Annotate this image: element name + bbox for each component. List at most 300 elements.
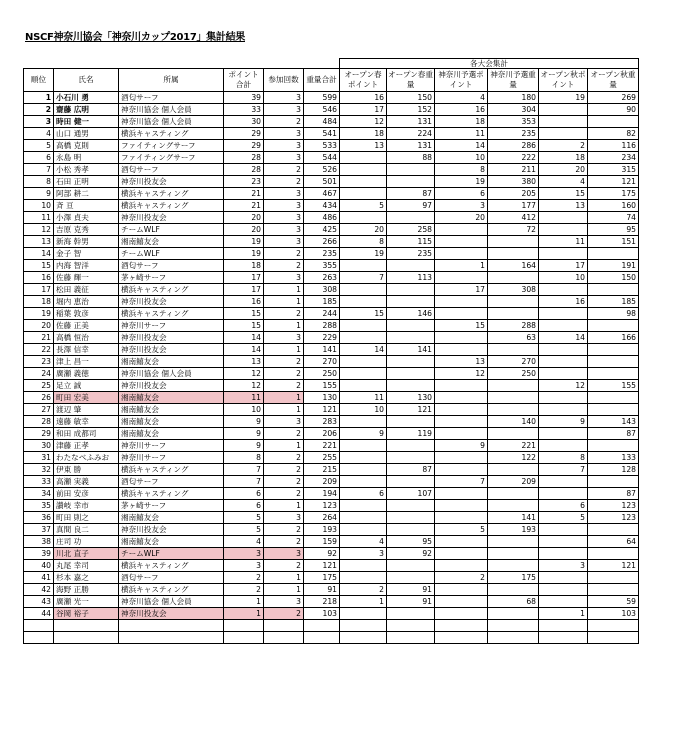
affiliation-cell: 横浜キャスティング <box>119 488 224 500</box>
open-autumn-points-cell <box>539 128 588 140</box>
rank-cell: 31 <box>24 452 54 464</box>
open-autumn-points-cell <box>539 104 588 116</box>
rank-cell: 10 <box>24 200 54 212</box>
table-row <box>24 416 639 428</box>
kanagawa-prelim-points-cell <box>435 380 488 392</box>
kanagawa-prelim-points-cell <box>435 392 488 404</box>
kanagawa-prelim-points-cell: 2 <box>435 572 488 584</box>
open-autumn-points-cell <box>539 428 588 440</box>
open-autumn-weight-cell: 121 <box>588 176 639 188</box>
open-spring-points-cell <box>340 608 387 620</box>
kanagawa-prelim-points-cell: 7 <box>435 476 488 488</box>
weight-total-cell: 235 <box>304 248 340 260</box>
table-row <box>24 380 639 392</box>
table-row <box>24 572 639 584</box>
open-autumn-weight-cell: 64 <box>588 536 639 548</box>
empty-cell <box>224 620 264 632</box>
name-cell: 高瀬 実義 <box>54 476 119 488</box>
rank-cell: 43 <box>24 596 54 608</box>
weight-total-cell: 434 <box>304 200 340 212</box>
open-autumn-weight-cell: 87 <box>588 488 639 500</box>
name-cell: 庄司 功 <box>54 536 119 548</box>
kanagawa-prelim-points-cell <box>435 248 488 260</box>
open-autumn-weight-cell: 95 <box>588 224 639 236</box>
name-cell: 海野 正勝 <box>54 584 119 596</box>
kanagawa-prelim-weight-cell: 209 <box>488 476 539 488</box>
affiliation-cell: 酒匂サーフ <box>119 260 224 272</box>
kanagawa-prelim-weight-cell: 140 <box>488 416 539 428</box>
open-spring-points-cell <box>340 500 387 512</box>
participation-cell: 2 <box>264 488 304 500</box>
participation-cell: 2 <box>264 524 304 536</box>
table-row <box>24 152 639 164</box>
weight-total-cell: 159 <box>304 536 340 548</box>
name-cell: 廣瀬 義徳 <box>54 368 119 380</box>
open-spring-points-cell <box>340 572 387 584</box>
points-total-cell: 16 <box>224 296 264 308</box>
affiliation-cell: 湘南鱚友会 <box>119 428 224 440</box>
name-cell: 新海 幹男 <box>54 236 119 248</box>
affiliation-cell: 茅ヶ崎サーフ <box>119 500 224 512</box>
weight-total-cell: 263 <box>304 272 340 284</box>
empty-cell <box>539 632 588 644</box>
rank-cell: 24 <box>24 368 54 380</box>
open-spring-points-cell <box>340 512 387 524</box>
affiliation-cell: 横浜キャスティング <box>119 284 224 296</box>
kanagawa-prelim-points-cell <box>435 416 488 428</box>
points-total-cell: 10 <box>224 404 264 416</box>
open-autumn-points-cell: 16 <box>539 296 588 308</box>
rank-cell: 41 <box>24 572 54 584</box>
open-autumn-points-cell <box>539 524 588 536</box>
empty-cell <box>387 632 435 644</box>
rank-cell: 36 <box>24 512 54 524</box>
affiliation-cell: 神奈川サーフ <box>119 320 224 332</box>
open-autumn-points-cell: 8 <box>539 452 588 464</box>
open-autumn-weight-cell: 151 <box>588 236 639 248</box>
affiliation-cell: 神奈川投友会 <box>119 296 224 308</box>
open-autumn-weight-cell <box>588 584 639 596</box>
kanagawa-prelim-weight-cell: 250 <box>488 368 539 380</box>
name-cell: 讃岐 幸市 <box>54 500 119 512</box>
participation-cell: 2 <box>264 464 304 476</box>
rank-cell: 25 <box>24 380 54 392</box>
open-spring-weight-cell <box>387 572 435 584</box>
participation-cell: 2 <box>264 476 304 488</box>
kanagawa-prelim-weight-cell: 286 <box>488 140 539 152</box>
open-autumn-points-cell <box>539 356 588 368</box>
empty-cell <box>488 632 539 644</box>
name-cell: 堀内 恵治 <box>54 296 119 308</box>
participation-cell: 1 <box>264 392 304 404</box>
participation-cell: 3 <box>264 332 304 344</box>
rank-cell: 15 <box>24 260 54 272</box>
points-total-cell: 19 <box>224 248 264 260</box>
kanagawa-prelim-weight-cell: 164 <box>488 260 539 272</box>
open-autumn-points-cell <box>539 320 588 332</box>
open-autumn-weight-cell: 74 <box>588 212 639 224</box>
open-spring-points-cell: 1 <box>340 596 387 608</box>
open-autumn-weight-cell <box>588 440 639 452</box>
kanagawa-prelim-weight-cell <box>488 380 539 392</box>
table-row <box>24 200 639 212</box>
rank-cell: 34 <box>24 488 54 500</box>
open-spring-weight-cell: 152 <box>387 104 435 116</box>
open-autumn-points-cell: 14 <box>539 332 588 344</box>
points-total-cell: 12 <box>224 380 264 392</box>
rank-cell: 14 <box>24 248 54 260</box>
open-autumn-points-cell: 12 <box>539 380 588 392</box>
open-spring-weight-cell: 92 <box>387 548 435 560</box>
rank-cell: 38 <box>24 536 54 548</box>
weight-total-cell: 264 <box>304 512 340 524</box>
open-spring-points-cell <box>340 260 387 272</box>
open-autumn-points-cell <box>539 116 588 128</box>
name-cell: 津上 昌一 <box>54 356 119 368</box>
points-total-cell: 1 <box>224 596 264 608</box>
kanagawa-prelim-points-cell: 20 <box>435 212 488 224</box>
points-total-cell: 30 <box>224 116 264 128</box>
open-spring-points-cell: 2 <box>340 584 387 596</box>
affiliation-cell: 神奈川協会 個人会員 <box>119 596 224 608</box>
participation-cell: 3 <box>264 212 304 224</box>
table-row <box>24 296 639 308</box>
participation-cell: 3 <box>264 596 304 608</box>
participation-cell: 1 <box>264 572 304 584</box>
empty-cell <box>264 632 304 644</box>
affiliation-cell: 神奈川協会 個人会員 <box>119 116 224 128</box>
table-row <box>24 176 639 188</box>
participation-cell: 2 <box>264 356 304 368</box>
weight-total-cell: 526 <box>304 164 340 176</box>
open-spring-points-cell <box>340 416 387 428</box>
rank-cell: 33 <box>24 476 54 488</box>
kanagawa-prelim-weight-cell: 63 <box>488 332 539 344</box>
table-row <box>24 272 639 284</box>
participation-cell: 3 <box>264 92 304 104</box>
rank-cell: 8 <box>24 176 54 188</box>
open-autumn-points-cell: 5 <box>539 512 588 524</box>
open-spring-points-cell <box>340 152 387 164</box>
kanagawa-prelim-points-cell <box>435 428 488 440</box>
kanagawa-prelim-weight-cell: 288 <box>488 320 539 332</box>
open-autumn-weight-cell: 128 <box>588 464 639 476</box>
kanagawa-prelim-weight-cell: 412 <box>488 212 539 224</box>
open-autumn-weight-cell: 269 <box>588 92 639 104</box>
weight-total-cell: 123 <box>304 500 340 512</box>
header-name: 氏名 <box>54 69 119 92</box>
table-row <box>24 500 639 512</box>
kanagawa-prelim-points-cell <box>435 296 488 308</box>
open-autumn-points-cell <box>539 284 588 296</box>
weight-total-cell: 194 <box>304 488 340 500</box>
kanagawa-prelim-points-cell: 1 <box>435 260 488 272</box>
open-autumn-weight-cell <box>588 548 639 560</box>
open-spring-weight-cell: 95 <box>387 536 435 548</box>
open-autumn-points-cell: 2 <box>539 140 588 152</box>
name-cell: 前田 安彦 <box>54 488 119 500</box>
kanagawa-prelim-weight-cell <box>488 272 539 284</box>
kanagawa-prelim-points-cell: 6 <box>435 188 488 200</box>
open-spring-points-cell <box>340 188 387 200</box>
table-body <box>24 92 639 644</box>
affiliation-cell: チームWLF <box>119 224 224 236</box>
weight-total-cell: 546 <box>304 104 340 116</box>
participation-cell: 3 <box>264 128 304 140</box>
rank-cell: 4 <box>24 128 54 140</box>
points-total-cell: 29 <box>224 128 264 140</box>
participation-cell: 1 <box>264 584 304 596</box>
points-total-cell: 6 <box>224 500 264 512</box>
kanagawa-prelim-points-cell <box>435 596 488 608</box>
weight-total-cell: 599 <box>304 92 340 104</box>
open-spring-weight-cell <box>387 380 435 392</box>
open-spring-points-cell: 16 <box>340 92 387 104</box>
open-autumn-weight-cell: 191 <box>588 260 639 272</box>
rank-cell: 5 <box>24 140 54 152</box>
points-total-cell: 2 <box>224 572 264 584</box>
kanagawa-prelim-weight-cell <box>488 236 539 248</box>
points-total-cell: 28 <box>224 164 264 176</box>
name-cell: 丸尾 幸司 <box>54 560 119 572</box>
rank-cell: 32 <box>24 464 54 476</box>
name-cell: わたなべふみお <box>54 452 119 464</box>
affiliation-cell: 神奈川協会 個人会員 <box>119 368 224 380</box>
open-spring-points-cell <box>340 356 387 368</box>
kanagawa-prelim-weight-cell: 211 <box>488 164 539 176</box>
weight-total-cell: 244 <box>304 308 340 320</box>
open-autumn-points-cell: 15 <box>539 188 588 200</box>
open-autumn-weight-cell <box>588 404 639 416</box>
open-spring-points-cell <box>340 284 387 296</box>
table-row <box>24 368 639 380</box>
participation-cell: 2 <box>264 164 304 176</box>
participation-cell: 2 <box>264 536 304 548</box>
kanagawa-prelim-weight-cell: 68 <box>488 596 539 608</box>
name-cell: 和田 成都司 <box>54 428 119 440</box>
open-spring-weight-cell: 224 <box>387 128 435 140</box>
open-spring-weight-cell <box>387 476 435 488</box>
points-total-cell: 12 <box>224 368 264 380</box>
open-autumn-weight-cell: 166 <box>588 332 639 344</box>
table-row <box>24 344 639 356</box>
participation-cell: 3 <box>264 548 304 560</box>
open-autumn-weight-cell <box>588 320 639 332</box>
weight-total-cell: 484 <box>304 116 340 128</box>
empty-cell <box>340 632 387 644</box>
open-spring-points-cell: 9 <box>340 428 387 440</box>
empty-cell <box>488 620 539 632</box>
kanagawa-prelim-points-cell <box>435 608 488 620</box>
name-cell: 町田 宏美 <box>54 392 119 404</box>
open-spring-points-cell: 12 <box>340 116 387 128</box>
points-total-cell: 20 <box>224 212 264 224</box>
empty-cell <box>435 632 488 644</box>
rank-cell: 1 <box>24 92 54 104</box>
rank-cell: 28 <box>24 416 54 428</box>
open-spring-points-cell: 17 <box>340 104 387 116</box>
affiliation-cell: 神奈川サーフ <box>119 440 224 452</box>
weight-total-cell: 130 <box>304 392 340 404</box>
open-spring-points-cell <box>340 380 387 392</box>
rank-cell: 39 <box>24 548 54 560</box>
kanagawa-prelim-weight-cell: 304 <box>488 104 539 116</box>
table-row <box>24 188 639 200</box>
rank-cell: 20 <box>24 320 54 332</box>
header-open-autumn-points: オープン秋ポイント <box>539 69 588 92</box>
affiliation-cell: 神奈川協会 個人会員 <box>119 104 224 116</box>
kanagawa-prelim-points-cell <box>435 584 488 596</box>
weight-total-cell: 266 <box>304 236 340 248</box>
table-row <box>24 392 639 404</box>
participation-cell: 3 <box>264 416 304 428</box>
results-table <box>23 58 639 644</box>
name-cell: 佐藤 輝一 <box>54 272 119 284</box>
participation-cell: 2 <box>264 260 304 272</box>
table-row <box>24 128 639 140</box>
open-spring-weight-cell <box>387 416 435 428</box>
open-autumn-points-cell <box>539 476 588 488</box>
table-row <box>24 524 639 536</box>
open-spring-points-cell: 3 <box>340 548 387 560</box>
open-spring-weight-cell: 258 <box>387 224 435 236</box>
open-autumn-points-cell: 19 <box>539 92 588 104</box>
points-total-cell: 14 <box>224 332 264 344</box>
kanagawa-prelim-points-cell: 16 <box>435 104 488 116</box>
table-row <box>24 140 639 152</box>
weight-total-cell: 308 <box>304 284 340 296</box>
kanagawa-prelim-points-cell: 14 <box>435 140 488 152</box>
affiliation-cell: 神奈川投友会 <box>119 176 224 188</box>
open-autumn-weight-cell: 315 <box>588 164 639 176</box>
participation-cell: 2 <box>264 308 304 320</box>
open-spring-weight-cell: 113 <box>387 272 435 284</box>
weight-total-cell: 121 <box>304 404 340 416</box>
kanagawa-prelim-weight-cell: 180 <box>488 92 539 104</box>
kanagawa-prelim-points-cell <box>435 548 488 560</box>
participation-cell: 2 <box>264 560 304 572</box>
participation-cell: 2 <box>264 452 304 464</box>
kanagawa-prelim-weight-cell <box>488 488 539 500</box>
participation-cell: 3 <box>264 188 304 200</box>
open-autumn-weight-cell: 143 <box>588 416 639 428</box>
kanagawa-prelim-weight-cell: 221 <box>488 440 539 452</box>
name-cell: 高橋 恒治 <box>54 332 119 344</box>
header-open-spring-weight: オープン春重量 <box>387 69 435 92</box>
points-total-cell: 2 <box>224 584 264 596</box>
points-total-cell: 18 <box>224 260 264 272</box>
affiliation-cell: 酒匂サーフ <box>119 572 224 584</box>
rank-cell: 23 <box>24 356 54 368</box>
open-spring-points-cell: 19 <box>340 248 387 260</box>
open-spring-points-cell: 6 <box>340 488 387 500</box>
name-cell: 時田 健一 <box>54 116 119 128</box>
kanagawa-prelim-weight-cell <box>488 428 539 440</box>
points-total-cell: 23 <box>224 176 264 188</box>
open-autumn-points-cell <box>539 248 588 260</box>
weight-total-cell: 270 <box>304 356 340 368</box>
table-row <box>24 212 639 224</box>
affiliation-cell: 湘南鱚友会 <box>119 536 224 548</box>
open-spring-points-cell: 10 <box>340 404 387 416</box>
participation-cell: 1 <box>264 344 304 356</box>
participation-cell: 3 <box>264 224 304 236</box>
name-cell: 小松 秀孝 <box>54 164 119 176</box>
participation-cell: 2 <box>264 176 304 188</box>
participation-cell: 1 <box>264 500 304 512</box>
affiliation-cell: 神奈川投友会 <box>119 344 224 356</box>
rank-cell: 12 <box>24 224 54 236</box>
table-row <box>24 164 639 176</box>
kanagawa-prelim-weight-cell <box>488 500 539 512</box>
open-autumn-points-cell <box>539 488 588 500</box>
weight-total-cell: 425 <box>304 224 340 236</box>
table-row <box>24 440 639 452</box>
empty-cell <box>54 620 119 632</box>
table-header <box>24 59 639 92</box>
empty-cell <box>224 632 264 644</box>
open-spring-weight-cell: 121 <box>387 404 435 416</box>
header-weight-total: 重量合計 <box>304 69 340 92</box>
empty-cell <box>304 632 340 644</box>
affiliation-cell: 酒匂サーフ <box>119 92 224 104</box>
kanagawa-prelim-weight-cell <box>488 248 539 260</box>
rank-cell: 44 <box>24 608 54 620</box>
participation-cell: 1 <box>264 440 304 452</box>
open-spring-points-cell <box>340 524 387 536</box>
affiliation-cell: 横浜キャスティング <box>119 464 224 476</box>
open-autumn-points-cell: 1 <box>539 608 588 620</box>
rank-cell: 7 <box>24 164 54 176</box>
rank-cell: 11 <box>24 212 54 224</box>
open-spring-points-cell <box>340 464 387 476</box>
kanagawa-prelim-points-cell: 10 <box>435 152 488 164</box>
points-total-cell: 29 <box>224 140 264 152</box>
affiliation-cell: 横浜キャスティング <box>119 188 224 200</box>
open-spring-points-cell <box>340 440 387 452</box>
kanagawa-prelim-weight-cell <box>488 584 539 596</box>
rank-cell: 26 <box>24 392 54 404</box>
open-autumn-points-cell <box>539 224 588 236</box>
open-spring-weight-cell <box>387 164 435 176</box>
affiliation-cell: 神奈川サーフ <box>119 452 224 464</box>
table-row <box>24 608 639 620</box>
weight-total-cell: 155 <box>304 380 340 392</box>
participation-cell: 3 <box>264 512 304 524</box>
open-spring-weight-cell: 146 <box>387 308 435 320</box>
kanagawa-prelim-points-cell: 8 <box>435 164 488 176</box>
open-spring-points-cell: 15 <box>340 308 387 320</box>
rank-cell: 21 <box>24 332 54 344</box>
kanagawa-prelim-points-cell: 9 <box>435 440 488 452</box>
affiliation-cell: 湘南鱚友会 <box>119 236 224 248</box>
open-spring-weight-cell: 119 <box>387 428 435 440</box>
open-spring-weight-cell <box>387 440 435 452</box>
weight-total-cell: 175 <box>304 572 340 584</box>
affiliation-cell: 神奈川投友会 <box>119 608 224 620</box>
points-total-cell: 17 <box>224 272 264 284</box>
open-autumn-points-cell: 17 <box>539 260 588 272</box>
weight-total-cell: 544 <box>304 152 340 164</box>
points-total-cell: 14 <box>224 344 264 356</box>
header-spacer <box>24 59 340 69</box>
kanagawa-prelim-weight-cell: 353 <box>488 116 539 128</box>
open-autumn-weight-cell: 87 <box>588 428 639 440</box>
name-cell: 松田 義征 <box>54 284 119 296</box>
header-kanagawa-prelim-points: 神奈川予選ポイント <box>435 69 488 92</box>
weight-total-cell: 206 <box>304 428 340 440</box>
kanagawa-prelim-weight-cell: 222 <box>488 152 539 164</box>
